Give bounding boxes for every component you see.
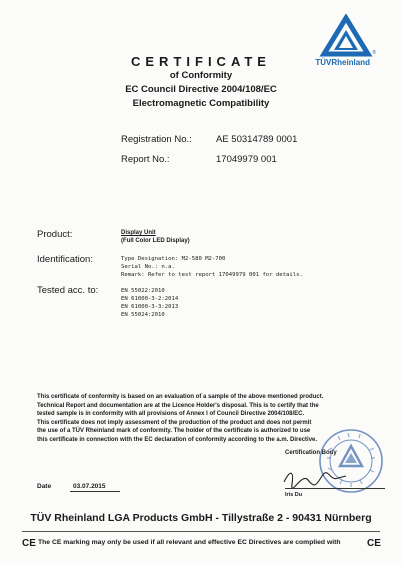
standard-item: EN 61000-3-2:2014 [121,296,179,302]
registered-mark: ® [372,50,376,56]
report-value: 17049979 001 [216,154,277,165]
signature-icon [280,466,350,490]
ce-mark-icon: CE [22,538,36,549]
footer-divider [22,531,380,532]
signature-line [285,488,385,489]
statement-line: tested sample is in conformity with all provisions of Annex I of Council Directive 2004/108/EC. [37,411,305,418]
statement-line: This certificate of conformity is based on an evaluation of a sample of the above mentioned product. [37,394,324,400]
ce-notice: The CE marking may only be used if all relevant and effective EC Directives are complied with [38,539,341,546]
registration-value: AE 50314789 0001 [216,134,298,145]
statement-line: the use of a TÜV Rheinland mark of conformity. The holder of the certificate is authorized to use [37,428,311,435]
statement-line: this certificate in connection with the EC declaration of conformity according to the a.m. Directive. [37,436,318,443]
certificate-subtitle: of Conformity [169,70,233,81]
certification-body-label: Certification Body [285,450,337,456]
standard-item: EN 55024:2010 [121,312,165,318]
logo-text: TÜVRheinland [315,58,370,67]
standard-item: EN 61000-3-3:2013 [121,304,179,310]
identification-label: Identification: [37,254,93,265]
certificate-title: CERTIFICATE [131,54,271,69]
statement-line: This certificate does not imply assessment of the production of the product and does not permit [37,419,312,426]
issuer-address: TÜV Rheinland LGA Products GmbH - Tillystraße 2 - 90431 Nürnberg [30,512,372,524]
standard-item: EN 55022:2010 [121,288,165,294]
scope-title: Electromagnetic Compatibility [132,98,270,109]
signer-name: Iris Du [285,492,303,498]
tested-label: Tested acc. to: [37,285,99,296]
product-description: (Full Color LED Display) [121,238,190,244]
date-label: Date [37,483,52,490]
product-label: Product: [37,229,73,240]
serial-number: Serial No.: n.a. [121,264,175,270]
directive-title: EC Council Directive 2004/108/EC [125,84,277,95]
ce-mark-icon: CE [367,538,381,549]
report-label: Report No.: [121,154,170,165]
date-value: 03.07.2015 [73,483,106,490]
remark: Remark: Refer to test report 17049979 001 for details. [121,272,303,278]
type-designation: Type Designation: M2-580 M2-700 [121,256,226,262]
registration-label: Registration No.: [121,134,192,145]
product-name: Display Unit [121,230,156,236]
date-underline [70,491,120,492]
statement-line: Technical Report and documentation are at the Licence Holder's disposal. This is to certify that the [37,402,319,409]
